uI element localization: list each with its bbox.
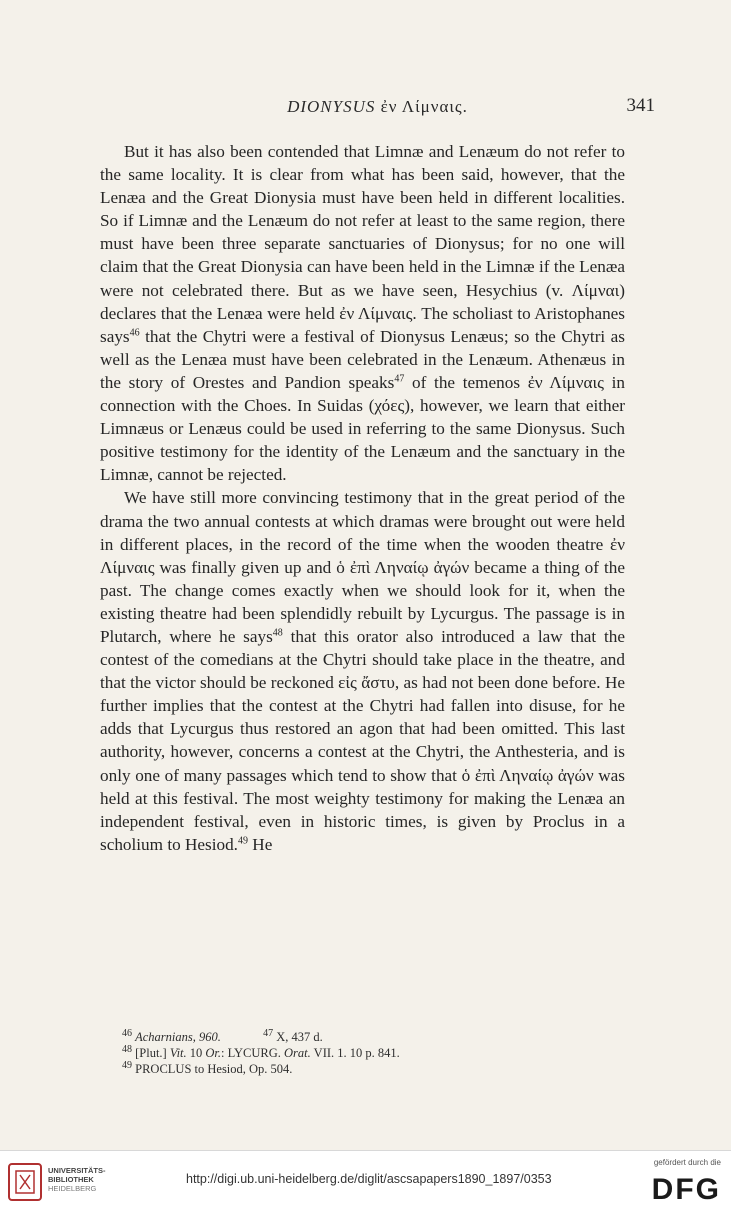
paragraph-2-part-1: We have still more convincing testimony that in the great period of the drama the two annual contests at which dramas were brought out were held in different places, in the record of the time when the wooden theatre ἐν Λίμναις was finally given up and ὁ ἐπὶ Ληναίῳ ἀγών became a thing of the past. The change comes exactly when we should look for it, when the existing theatre had been splendidly rebuilt by Lycurgus. The passage is in Plutarch, where he says (100, 488, 625, 646)
footnote-48 (122, 1045, 622, 1061)
funding-caption: gefördert durch die (653, 1158, 721, 1167)
institution-name (48, 1166, 106, 1193)
paragraph-1-part-1: But it has also been contended that Limnæ and Lenæum do not refer to the same locality. It is clear from what has been said, however, that the Lenæa and the Great Dionysia must have been held in different localities. So if Limnæ and the Lenæum do not refer at least to the same region, there must have been three separate sanctuaries of Dionysus; for no one will claim that the Great Dionysia can have been held in the Limnæ if the Lenæa were not celebrated there. But as we have seen, Hesychius (v. Λίμναι) declares that the Lenæa were held ἐν Λίμναις. The scholiast to Aristophanes says (100, 142, 625, 346)
footnote-47-text: X, 437 d. (276, 1030, 323, 1044)
paragraph-1 (100, 140, 625, 486)
footnote-ref-47: 47 (394, 373, 405, 385)
paragraph-2 (100, 486, 625, 856)
footnote-46-number: 46 (122, 1027, 132, 1039)
footnote-49-text: PROCLUS to Hesiod, Op. 504. (135, 1062, 293, 1076)
institution-line-3: HEIDELBERG (48, 1184, 97, 1193)
running-head (100, 97, 655, 123)
footnote-48-text-d: Or. (205, 1046, 222, 1060)
footnote-48-number: 48 (122, 1043, 132, 1055)
footnotes (122, 1029, 622, 1077)
footnote-49 (122, 1061, 622, 1077)
source-url-link[interactable]: http://digi.ub.uni-heidelberg.de/diglit/ascsapapers1890_1897/0353 (186, 1172, 552, 1186)
institution-line-2: BIBLIOTHEK (48, 1175, 94, 1184)
paragraph-2-part-2: that this orator also introduced a law that the contest of the comedians at the Chytri should take place in the theatre, and that the victor should be reckoned εἰς ἄστυ, as had not been done before. He further implies that the contest at the Chytri had fallen into disuse, for he adds that Lycurgus thus restored an agon that had been omitted. This last authority, however, concerns a contest at the Chytri, the Anthesteria, and is only one of many passages which tend to show that ὁ ἐπὶ Ληναίῳ ἀγών was held at this festival. The most weighty testimony for making the Lenæa an independent festival, even in historic times, is given by Proclus in a scholium to Hesiod. (100, 626, 625, 854)
footnote-47-number: 47 (263, 1027, 274, 1039)
footnote-48-text-a: [Plut.] (135, 1046, 170, 1060)
viewer-footer (0, 1150, 731, 1212)
paragraph-1-part-2: that the Chytri were a festival of Dionysus Lenæus; so the Chytri as well as the Lenæa must have been celebrated in the Lenæum. Athenæus in the story of Orestes and Pandion speaks (100, 326, 625, 392)
university-seal-icon (8, 1163, 42, 1201)
running-head-title (100, 97, 655, 117)
footnote-48-text-e: : LYCURG. (221, 1046, 285, 1060)
paragraph-1-part-3: of the temenos ἐν Λίμναις in connection with the Choes. In Suidas (χόες), however, we learn that either Limnæus or Lenæus could be used in referring to the same Dionysus. Such positive testimony for the identity of the Lenæum and the sanctuary in the Limnæ, cannot be rejected. (100, 372, 626, 485)
paragraph-2-part-3: He (247, 834, 273, 854)
footnote-46-text: Acharnians, 960. (135, 1030, 221, 1044)
footnote-49-number: 49 (122, 1059, 132, 1071)
running-head-title-greek: ἐν Λίμναις. (380, 97, 468, 116)
footnote-ref-48: 48 (272, 627, 283, 639)
footnote-ref-46: 46 (129, 327, 140, 339)
running-head-title-latin: DIONYSUS (287, 97, 376, 116)
page-number: 341 (626, 95, 655, 116)
body-text (100, 140, 625, 856)
footnote-48-text-g: VII. 1. 10 p. 841. (310, 1046, 400, 1060)
footnote-48-text-b: Vit. (169, 1046, 187, 1060)
institution-line-1: UNIVERSITÄTS- (48, 1166, 106, 1175)
dfg-logo: DFG (651, 1173, 721, 1206)
footnote-48-text-f: Orat. (284, 1046, 311, 1060)
footnote-46-47 (122, 1029, 622, 1045)
footnote-ref-49: 49 (237, 835, 248, 847)
footnote-48-text-c: 10 (186, 1046, 206, 1060)
